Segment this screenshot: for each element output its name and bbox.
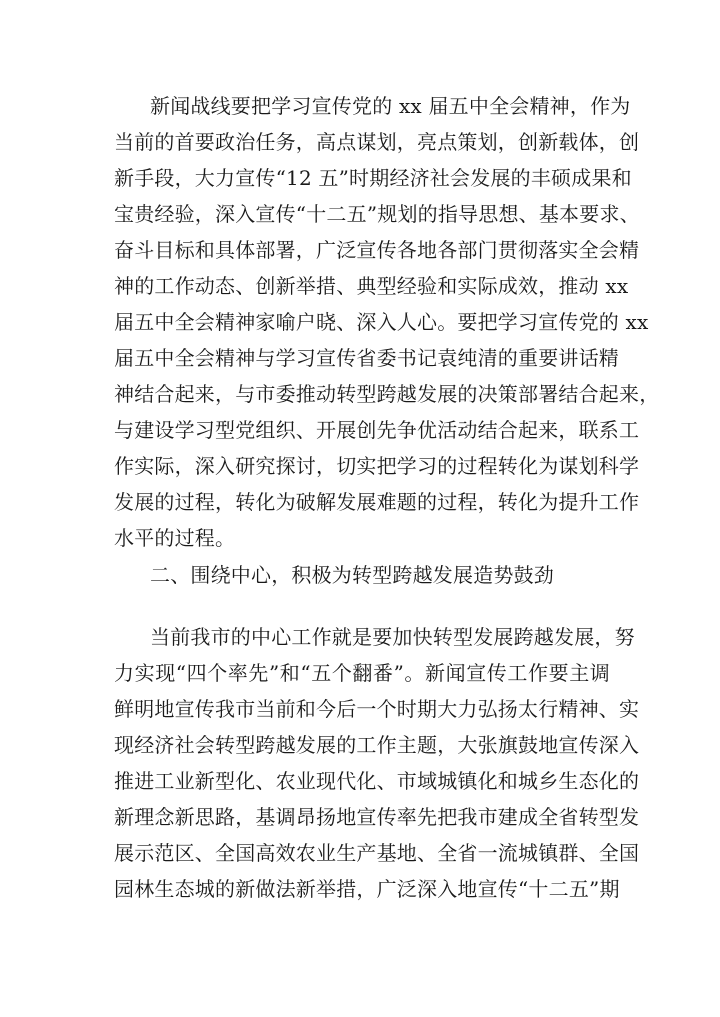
paragraph-2-line-5: 推进工业新型化、农业现代化、市域城镇化和城乡生态化的 [114,769,640,793]
paragraph-2-line-2: 力实现“四个率先”和“五个翻番”。新闻宣传工作要主调 [114,661,610,685]
paragraph-2-line-7: 展示范区、全国高效农业生产基地、全省一流城镇群、全国 [114,841,640,865]
paragraph-1-line-9: 神结合起来，与市委推动转型跨越发展的决策部署结合起来， [114,382,660,406]
paragraph-1-line-4: 宝贵经验，深入宣传“十二五”规划的指导思想、基本要求、 [114,202,640,226]
paragraph-2-line-3: 鲜明地宣传我市当前和今后一个时期大力弘扬太行精神、实 [114,697,640,721]
paragraph-2-line-1: 当前我市的中心工作就是要加快转型发展跨越发展，努 [150,625,635,649]
paragraph-1-line-13: 水平的过程。 [114,526,236,550]
section-heading: 二、围绕中心，积极为转型跨越发展造势鼓劲 [150,563,554,587]
paragraph-1-line-2: 当前的首要政治任务，高点谋划，亮点策划，创新载体，创 [114,130,640,154]
paragraph-1-line-7: 届五中全会精神家喻户晓、深入人心。要把学习宣传党的 xx [114,310,649,334]
paragraph-1-line-1: 新闻战线要把学习宣传党的 xx 届五中全会精神，作为 [150,94,631,118]
paragraph-1-line-5: 奋斗目标和具体部署，广泛宣传各地各部门贯彻落实全会精 [114,238,640,262]
paragraph-1-line-10: 与建设学习型党组织、开展创先争优活动结合起来，联系工 [114,418,640,442]
paragraph-2-line-8: 园林生态城的新做法新举措，广泛深入地宣传“十二五”期 [114,877,620,901]
paragraph-1-line-8: 届五中全会精神与学习宣传省委书记袁纯清的重要讲话精 [114,346,619,370]
paragraph-2-line-6: 新理念新思路，基调昂扬地宣传率先把我市建成全省转型发 [114,805,640,829]
paragraph-2-line-4: 现经济社会转型跨越发展的工作主题，大张旗鼓地宣传深入 [114,733,640,757]
paragraph-1-line-11: 作实际，深入研究探讨，切实把学习的过程转化为谋划科学 [114,454,640,478]
paragraph-1-line-12: 发展的过程，转化为破解发展难题的过程，转化为提升工作 [114,490,640,514]
paragraph-1-line-3: 新手段，大力宣传“12 五”时期经济社会发展的丰硕成果和 [114,166,632,190]
paragraph-1-line-6: 神的工作动态、创新举措、典型经验和实际成效，推动 xx [114,274,629,298]
